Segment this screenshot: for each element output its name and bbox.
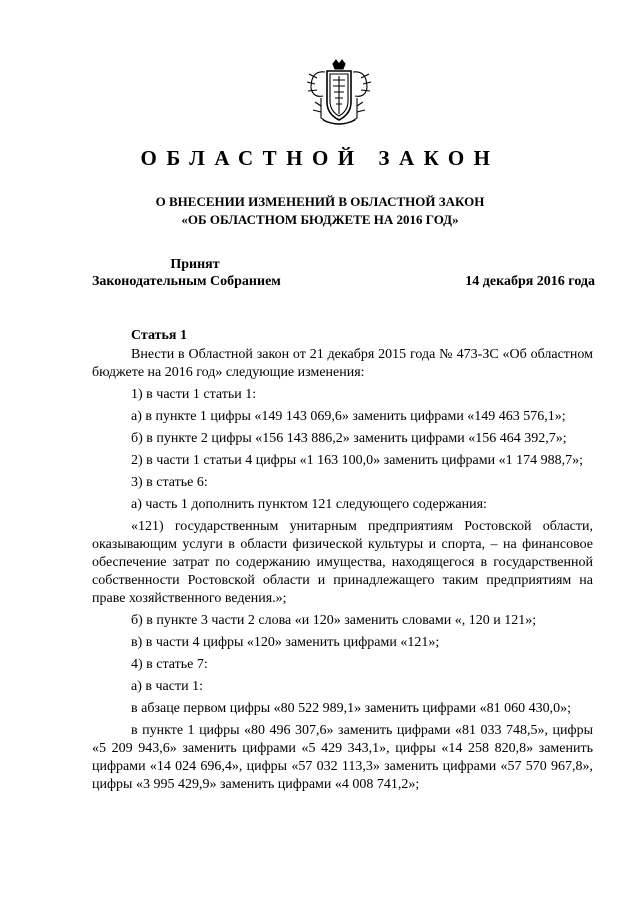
- paragraph: 3) в статье 6:: [131, 475, 208, 490]
- paragraph: а) в части 1:: [131, 679, 203, 694]
- paragraph: 1) в части 1 статьи 1:: [131, 387, 257, 402]
- paragraph: 2) в части 1 статьи 4 цифры «1 163 100,0» заменить цифрами «1 174 988,7»;: [131, 453, 583, 468]
- paragraph: б) в пункте 3 части 2 слова «и 120» заменить словами «, 120 и 121»;: [131, 613, 537, 628]
- paragraph: а) в пункте 1 цифры «149 143 069,6» заменить цифрами «149 463 576,1»;: [131, 409, 566, 424]
- document-subtitle: [0, 193, 640, 229]
- accepted-label: Принят: [170, 257, 220, 272]
- paragraph: в) в части 4 цифры «120» заменить цифрами «121»;: [131, 635, 440, 650]
- subtitle-line-1: О ВНЕСЕНИИ ИЗМЕНЕНИЙ В ОБЛАСТНОЙ ЗАКОН: [155, 194, 485, 209]
- accepted-date: 14 декабря 2016 года: [465, 274, 595, 289]
- paragraph: б) в пункте 2 цифры «156 143 886,2» заменить цифрами «156 464 392,7»;: [131, 431, 567, 446]
- paragraph: а) часть 1 дополнить пунктом 121 следующего содержания:: [131, 497, 487, 512]
- paragraph: «121) государственным унитарным предприятиям Ростовской области, оказывающим услуги в области физической культуры и спорта, – на финансовое обеспечение затрат по содержанию имущества, находящегося в государственной собственности Ростовской области и принадлежащего таким предприятиям на праве хозяйственного ведения.»;: [92, 519, 593, 606]
- paragraph: Внести в Областной закон от 21 декабря 2015 года № 473-ЗС «Об областном бюджете на 2016 год» следующие изменения:: [92, 347, 593, 380]
- paragraph: в пункте 1 цифры «80 496 307,6» заменить цифрами «81 033 748,5», цифры «5 209 943,6» заменить цифрами «5 429 343,1», цифры «14 258 820,8» заменить цифрами «14 024 696,4», цифры «57 032 113,3» заменить цифрами «57 570 967,8», цифры «3 995 429,9» заменить цифрами «4 008 741,2»;: [92, 723, 593, 792]
- subtitle-line-2: «ОБ ОБЛАСТНОМ БЮДЖЕТЕ НА 2016 ГОД»: [181, 212, 459, 227]
- article-title: Статья 1: [131, 328, 187, 343]
- article-body: [92, 346, 593, 798]
- paragraph: 4) в статье 7:: [131, 657, 208, 672]
- coat-of-arms-icon: [303, 58, 375, 130]
- accepted-by: Законодательным Собранием: [92, 274, 281, 289]
- document-title: ОБЛАСТНОЙ ЗАКОН: [140, 146, 500, 170]
- paragraph: в абзаце первом цифры «80 522 989,1» заменить цифрами «81 060 430,0»;: [131, 701, 571, 716]
